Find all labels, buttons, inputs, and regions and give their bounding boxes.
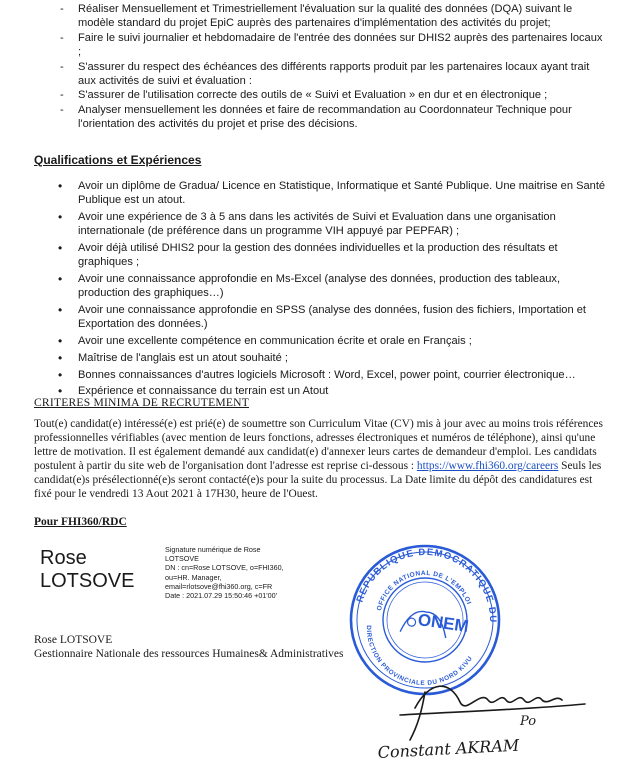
qualifications-list <box>58 179 608 401</box>
signatory-name: Rose LOTSOVE <box>34 634 113 646</box>
digital-signature-block <box>165 545 305 600</box>
signatory <box>34 633 343 661</box>
qualification-item: • Avoir une excellente compétence en communication écrite et orale en Français ; <box>58 334 608 348</box>
responsibility-item: - Réaliser Mensuellement et Trimestriellement l'évaluation sur la qualité des données (DQA) suivant le modèle standard du projet EpiC auprès des partenaires d'implémentation des activités du projet; <box>60 2 605 31</box>
handwritten-po: Po <box>520 714 537 729</box>
responsibility-item: - Analyser mensuellement les données et faire de recommandation au Coordonnateur Technique pour l'orientation des activités du projet et prise des décisions. <box>60 103 605 132</box>
handwritten-signature <box>370 670 605 768</box>
qualification-item: • Avoir déjà utilisé DHIS2 pour la gestion des données individuelles et la production des résultats et graphiques ; <box>58 241 608 269</box>
responsibilities-list <box>60 2 605 132</box>
handwritten-name: Constant AKRAM <box>377 735 520 762</box>
org-label: Pour FHI360/RDC <box>34 516 127 528</box>
signature-name-last: LOTSOVE <box>40 570 135 592</box>
digital-signature-line: ou=HR. Manager, <box>165 572 222 582</box>
qualification-item: • Maîtrise de l'anglais est un atout souhaité ; <box>58 351 608 365</box>
digital-signature-line: Signature numérique de Rose <box>165 545 261 554</box>
criteria-paragraph <box>34 418 606 501</box>
qualification-item: • Avoir une expérience de 3 à 5 ans dans les activités de Suivi et Evaluation dans une organisation internationale (de préférence dans un programme VIH appuyé par PEPFAR) ; <box>58 210 608 238</box>
responsibility-item: - S'assurer du respect des échéances des différents rapports produit par les partenaires locaux ayant trait aux activités de suivi et évaluation : <box>60 60 605 89</box>
qualification-item: • Expérience et connaissance du terrain est un Atout <box>58 384 608 398</box>
digital-signature-line: email=rlotsove@fhi360.org, c=FR <box>165 581 273 591</box>
criteria-text-before: Tout(e) candidat(e) intéressé(e) est prié(e) de soumettre son Curriculum Vitae (CV) mis à jour avec au moins trois références professionnelles vérifiables (avec mention de leurs fonctions, adresses électroniques et numéros de téléphone), ainsi qu'une lettre de motivation. Il est également demandé aux candidat(e) d'annexer leurs cartes de demandeur d'emploi. Les candidats postulent à partir du site web de l'organisation dont l'adresse est reprise ci-dessous : <box>34 418 603 472</box>
stamp-bottom-text: DIRECTION PROVINCIALE DU NORD KIVU <box>364 625 475 687</box>
stamp-logo-text: ONEM <box>416 610 470 637</box>
qualification-item: • Avoir une connaissance approfondie en SPSS (analyse des données, fusion des fichiers, Importation et Exportation des données.) <box>58 303 608 331</box>
stamp-outer-text: REPUBLIQUE DEMOCRATIQUE DU <box>354 546 499 624</box>
signature-name-first: Rose <box>40 547 87 569</box>
stamp-inner-text: OFFICE NATIONAL DE L'EMPLOI <box>375 569 473 612</box>
criteria-text-after: Seuls les candidat(e)s présélectionné(e)s seront contacté(e)s pour la suite du processus. La Date limite du dépôt des candidatures est fixé pour le vendredi 13 Aout 2021 à 17H30, heure de l'Ouest. <box>34 459 602 500</box>
responsibility-item: - S'assurer de l'utilisation correcte des outils de « Suivi et Evaluation » en dur et en électronique ; <box>60 88 605 102</box>
qualification-item: • Avoir une connaissance approfondie en Ms-Excel (analyse des données, production des tableaux, production des graphiques…) <box>58 272 608 300</box>
digital-signature-line: Date : 2021.07.29 15:50:46 +01'00' <box>165 591 278 601</box>
digital-signature-line: LOTSOVE <box>165 554 199 564</box>
criteria-heading: CRITERES MINIMA DE RECRUTEMENT <box>34 396 250 409</box>
qualification-item: • Avoir un diplôme de Gradua/ Licence en Statistique, Informatique et Santé Publique. Une maitrise en Santé Publique est un atout. <box>58 179 608 207</box>
responsibility-item: - Faire le suivi journalier et hebdomadaire de l'entrée des données sur DHIS2 auprès des partenaires locaux ; <box>60 31 605 60</box>
qualifications-heading: Qualifications et Expériences <box>34 153 202 167</box>
qualification-item: • Bonnes connaissances d'autres logiciels Microsoft : Word, Excel, power point, courrier électronique… <box>58 368 608 382</box>
signatory-title: Gestionnaire Nationale des ressources Humaines& Administratives <box>34 648 344 660</box>
careers-link[interactable]: https://www.fhi360.org/careers <box>416 459 559 472</box>
digital-signature-line: DN : cn=Rose LOTSOVE, o=FHI360, <box>165 563 284 573</box>
